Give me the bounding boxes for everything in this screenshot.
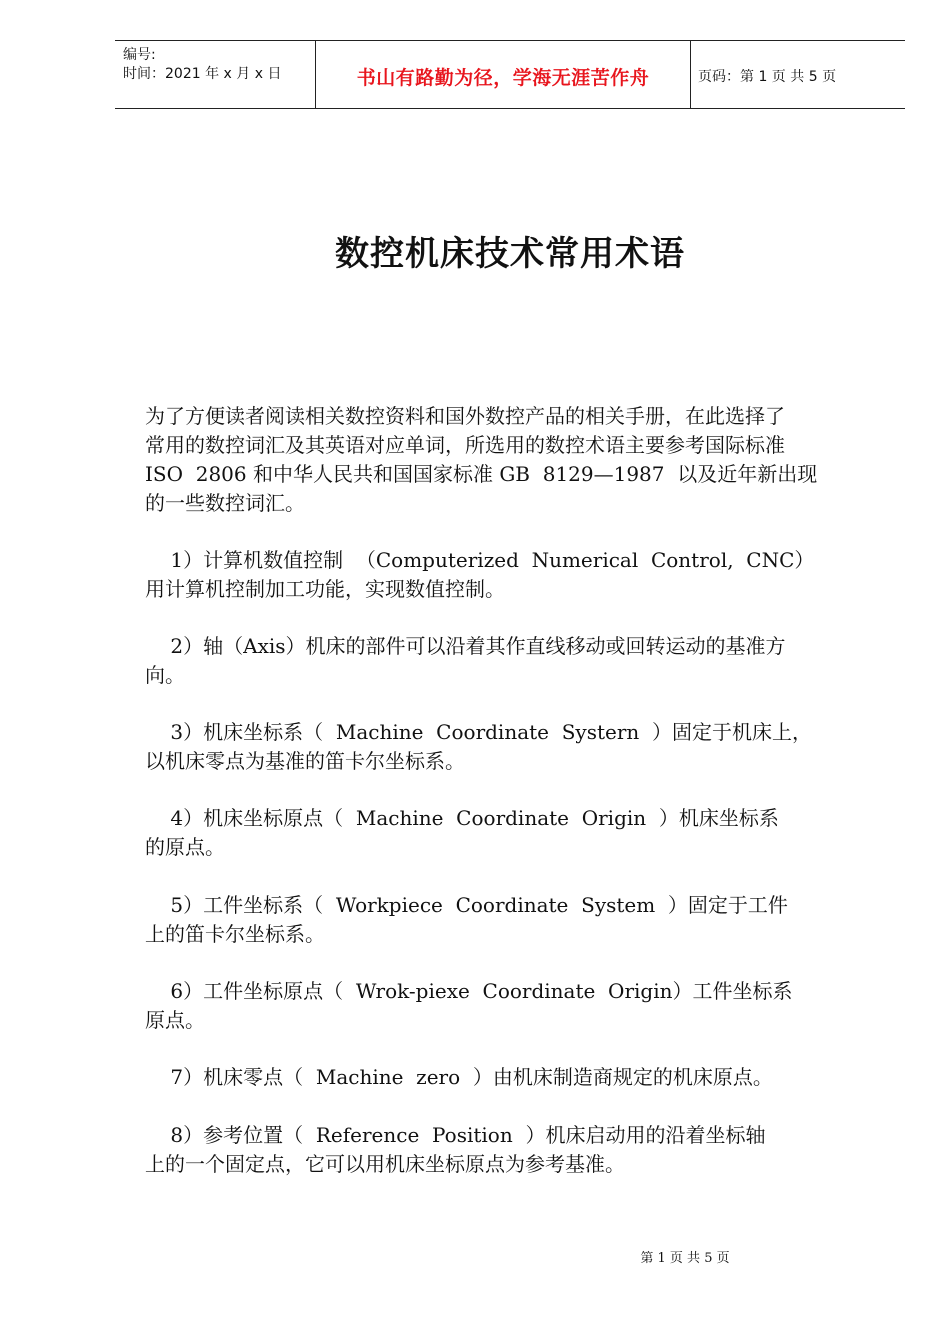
term-8: 8）参考位置（ Reference Position ）机床启动用的沿着坐标轴 上的一个固定点，它可以用机床坐标原点为参考基准。 [145,1123,766,1176]
term-4: 4）机床坐标原点（ Machine Coordinate Origin ）机床坐标系 的原点。 [145,806,779,859]
time-label: 时间：2021 年 x 月 x 日 [123,66,282,82]
term-7: 7）机床零点（ Machine zero ）由机床制造商规定的机床原点。 [145,1065,773,1089]
page-footer: 第 1 页 共 5 页 [640,1251,730,1266]
header-meta-cell [115,41,315,108]
term-1: 1）计算机数值控制 （Computerized Numerical Control, CNC） 用计算机控制加工功能，实现数值控制。 [145,548,815,601]
term-3: 3）机床坐标系（ Machine Coordinate Systern ）固定于机床上， 以机床零点为基准的笛卡尔坐标系。 [145,720,813,773]
header-page-cell [690,41,905,108]
header-motto-cell [315,41,691,108]
page-label: 页码：第 1 页 共 5 页 [698,69,837,85]
number-label: 编号: [123,47,156,63]
term-2: 2）轴（Axis）机床的部件可以沿着其作直线移动或回转运动的基准方 向。 [145,634,786,687]
term-6: 6）工件坐标原点（ Wrok-piexe Coordinate Origin）工件坐标系 原点。 [145,979,793,1032]
header-table [115,40,905,109]
term-5: 5）工件坐标系（ Workpiece Coordinate System ）固定于工件 上的笛卡尔坐标系。 [145,893,788,946]
motto: 书山有路勤为径，学海无涯苦作舟 [356,67,650,89]
document-title: 数控机床技术常用术语 [335,234,685,274]
intro-paragraph: 为了方便读者阅读相关数控资料和国外数控产品的相关手册，在此选择了 常用的数控词汇及其英语对应单词，所选用的数控术语主要参考国际标准 ISO 2806 和中华人民共和国国家标准 GB 8129—1987 以及近年新出现 的一些数控词汇。 [145,404,818,515]
